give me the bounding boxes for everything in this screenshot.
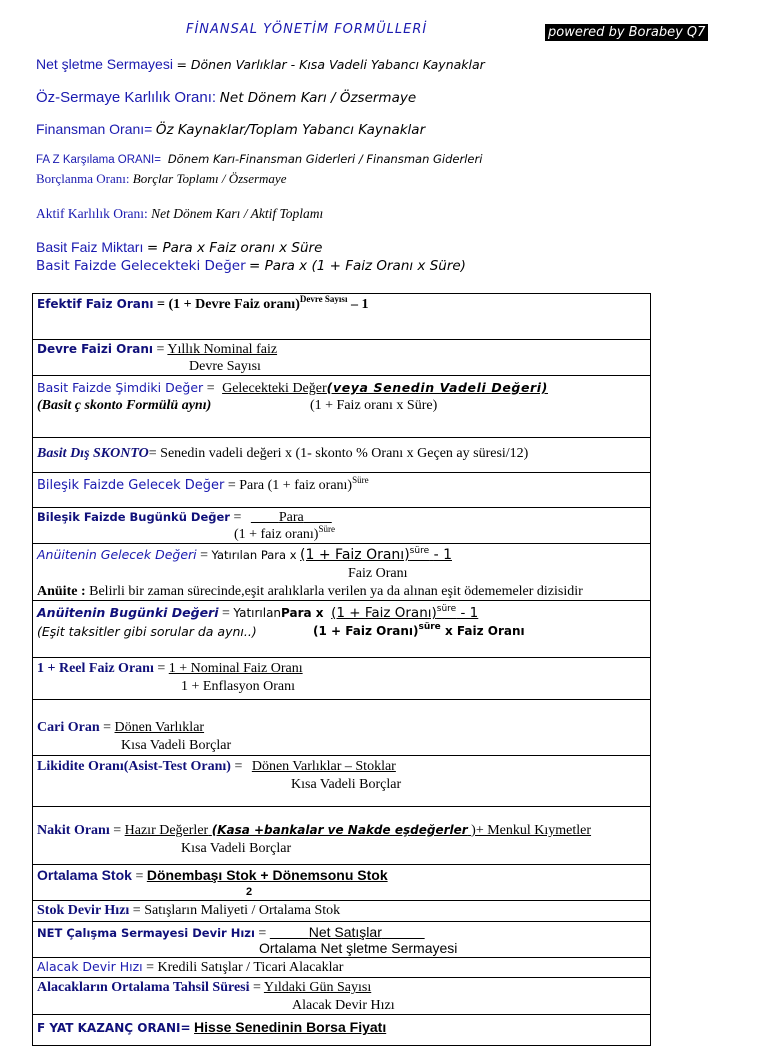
- reel-eq: =: [157, 661, 166, 676]
- devre-numerator: Yıllık Nominal faiz: [167, 342, 278, 357]
- aktif-karlilik-label: Aktif Karlılık Oranı:: [36, 206, 148, 221]
- anuite-gelecek-label: Anüitenin Gelecek Değeri: [37, 547, 197, 562]
- tahsil-eq: =: [253, 980, 261, 995]
- efektif-label: Efektif Faiz Oranı: [37, 297, 154, 311]
- basit-simdiki-label: Basit Faizde Şimdiki Değer: [37, 380, 204, 395]
- anuite-bugunku-note: (Eşit taksitler gibi sorular da aynı..): [37, 624, 257, 639]
- likidite-eq: =: [234, 759, 243, 774]
- table-row: [33, 658, 651, 700]
- anuite-def-label: Anüite :: [37, 584, 86, 599]
- tahsil-label: Alacakların Ortalama Tahsil Süresi: [37, 980, 250, 995]
- basit-gelecek-line: [36, 258, 466, 274]
- table-row: [33, 438, 651, 473]
- aktif-karlilik-formula: Net Dönem Karı / Aktif Toplamı: [151, 206, 324, 221]
- anuite-bugunku-den-sup: süre: [418, 622, 441, 632]
- net-calisma-label: NET Çalışma Sermayesi Devir Hızı: [37, 926, 255, 940]
- devre-eq: =: [156, 342, 165, 357]
- net-isletme-formula: = Dönen Varlıklar - Kısa Vadeli Yabancı Kaynaklar: [176, 57, 485, 72]
- basit-faiz-label: Basit Faiz Miktarı: [36, 239, 144, 255]
- table-row: [33, 473, 651, 508]
- nakit-eq: =: [113, 823, 122, 838]
- page-title: FİNANSAL YÖNETİM FORMÜLLERİ: [186, 22, 428, 37]
- cari-eq: =: [103, 720, 112, 735]
- bilesik-gelecek-formula: = Para (1 + faiz oranı): [227, 478, 353, 493]
- finansman-line: [36, 121, 425, 139]
- table-row: [33, 508, 651, 544]
- faiz-karsilama-label: FA Z Karşılama ORANI=: [36, 154, 161, 166]
- ortalama-stok-numerator: Dönembaşı Stok + Dönemsonu Stok: [146, 867, 388, 883]
- table-row: [33, 756, 651, 807]
- table-row: [33, 294, 651, 340]
- ortalama-stok-eq: =: [135, 869, 144, 884]
- nakit-label: Nakit Oranı: [37, 823, 110, 838]
- powered-by-badge: powered by Borabey Q7: [545, 24, 708, 41]
- reel-denominator: 1 + Enflasyon Oranı: [181, 679, 296, 694]
- basit-simdiki-eq: =: [206, 381, 215, 396]
- bilesik-gelecek-label: Bileşik Faizde Gelecek Değer: [37, 478, 225, 493]
- oz-sermaye-line: [36, 89, 416, 107]
- faiz-karsilama-formula: Dönem Karı-Finansman Giderleri / Finansman Giderleri: [167, 152, 483, 166]
- anuite-bugunku-label: Anüitenin Bugünki Değeri: [37, 605, 219, 620]
- anuite-bugunku-num-tail: - 1: [460, 605, 479, 621]
- table-row: [33, 865, 651, 901]
- cari-denominator: Kısa Vadeli Borçlar: [121, 738, 232, 753]
- borclanma-label: Borçlanma Oranı:: [36, 171, 130, 186]
- nakit-denominator: Kısa Vadeli Borçlar: [181, 841, 292, 856]
- table-row: [33, 978, 651, 1015]
- stok-devir-label: Stok Devir Hızı: [37, 903, 130, 918]
- basit-gelecek-label: Basit Faizde Gelecekteki Değer: [36, 258, 246, 274]
- efektif-formula: = (1 + Devre Faiz oranı): [157, 297, 300, 312]
- table-row: [33, 376, 651, 438]
- anuite-bugunku-eq: =: [222, 606, 230, 621]
- anuite-bugunku-numerator: (1 + Faiz Oranı): [331, 605, 437, 621]
- net-isletme-label: Net şletme Sermayesi: [36, 56, 173, 72]
- fiyat-kazanc-numerator: Hisse Senedinin Borsa Fiyatı: [194, 1019, 387, 1035]
- devre-label: Devre Faizi Oranı: [37, 342, 154, 356]
- anuite-bugunku-denominator: (1 + Faiz Oranı): [313, 624, 419, 638]
- anuite-gelecek-sup: süre: [409, 546, 430, 556]
- iskonto-formula: = Senedin vadeli değeri x (1- skonto % Oranı x Geçen ay süresi/12): [148, 446, 529, 461]
- borclanma-line: [36, 171, 286, 187]
- net-calisma-eq: =: [258, 926, 267, 941]
- finansman-formula: Öz Kaynaklar/Toplam Yabancı Kaynaklar: [155, 122, 426, 138]
- anuite-gelecek-denominator: Faiz Oranı: [348, 566, 408, 581]
- alacak-devir-label: Alacak Devir Hızı: [37, 959, 143, 974]
- anuite-gelecek-eq: =: [200, 548, 209, 563]
- reel-label: 1 + Reel Faiz Oranı: [37, 661, 154, 676]
- anuite-bugunku-sup: süre: [436, 604, 457, 614]
- oz-sermaye-formula: Net Dönem Karı / Özsermaye: [219, 90, 417, 106]
- nakit-numerator: Hazır Değerler: [124, 823, 209, 838]
- basit-simdiki-denominator: (1 + Faiz oranı x Süre): [310, 398, 438, 413]
- bilesik-bugunku-label: Bileşik Faizde Bugünkü Değer: [37, 510, 230, 524]
- table-row: [33, 340, 651, 376]
- cari-label: Cari Oran: [37, 720, 100, 735]
- fiyat-kazanc-label: F YAT KAZANÇ ORANI=: [37, 1021, 191, 1035]
- aktif-karlilik-line: [36, 206, 323, 222]
- table-row: [33, 1015, 651, 1046]
- efektif-sup: Devre Sayısı: [299, 294, 348, 304]
- devre-denominator: Devre Sayısı: [189, 359, 261, 374]
- table-row: [33, 700, 651, 756]
- nakit-numerator-paren: (Kasa +bankalar ve Nakde eşdeğerler: [211, 823, 468, 837]
- table-row: [33, 922, 651, 958]
- net-calisma-denominator: Ortalama Net şletme Sermayesi: [259, 940, 458, 956]
- ortalama-stok-label: Ortalama Stok: [37, 867, 132, 883]
- anuite-bugunku-den-tail: x Faiz Oranı: [444, 624, 525, 638]
- tahsil-denominator: Alacak Devir Hızı: [292, 998, 395, 1013]
- bilesik-bugunku-numerator: Para: [278, 510, 304, 525]
- bilesik-bugunku-sup: Süre: [318, 524, 335, 534]
- iskonto-label: Basit Dış SKONTO: [37, 446, 149, 461]
- net-calisma-numerator: Net Satışlar: [308, 924, 382, 940]
- cari-numerator: Dönen Varlıklar: [114, 720, 205, 735]
- table-row: [33, 544, 651, 601]
- basit-faiz-formula: = Para x Faiz oranı x Süre: [146, 240, 323, 256]
- net-isletme-line: [36, 56, 485, 74]
- likidite-denominator: Kısa Vadeli Borçlar: [291, 777, 402, 792]
- anuite-gelecek-numerator: (1 + Faiz Oranı): [300, 547, 410, 563]
- tahsil-numerator: Yıldaki Gün Sayısı: [263, 980, 372, 995]
- basit-simdiki-numerator: Gelecekteki Değer: [222, 381, 327, 396]
- alacak-devir-formula: = Kredili Satışlar / Ticari Alacaklar: [146, 960, 344, 975]
- reel-numerator: 1 + Nominal Faiz Oranı: [168, 661, 303, 676]
- anuite-gelecek-num-tail: - 1: [433, 547, 452, 563]
- likidite-numerator: Dönen Varlıklar – Stoklar: [251, 759, 396, 774]
- faiz-karsilama-line: [36, 152, 482, 166]
- likidite-label: Likidite Oranı(Asist-Test Oranı): [37, 759, 231, 774]
- basit-simdiki-note: (Basit ç skonto Formülü aynı): [37, 398, 212, 413]
- table-row: [33, 901, 651, 922]
- basit-simdiki-numerator-paren: (veya Senedin Vadeli Değeri): [326, 380, 548, 395]
- nakit-numerator-tail: )+ Menkul Kıymetler: [471, 823, 592, 838]
- table-row: [33, 601, 651, 658]
- anuite-bugunku-pre1: Yatırılan: [233, 606, 282, 620]
- basit-gelecek-formula: = Para x (1 + Faiz Oranı x Süre): [249, 258, 466, 274]
- bilesik-gelecek-sup: Süre: [352, 475, 369, 485]
- bilesik-bugunku-eq: =: [233, 510, 242, 525]
- basit-faiz-line: [36, 239, 322, 257]
- efektif-tail: – 1: [350, 297, 369, 312]
- anuite-bugunku-pre2: Para x: [281, 606, 324, 620]
- stok-devir-formula: = Satışların Maliyeti / Ortalama Stok: [132, 903, 341, 918]
- table-row: [33, 958, 651, 978]
- anuite-def-text: Belirli bir zaman sürecinde,eşit aralıklarla verilen ya da alınan eşit ödememeler dizisidir: [89, 584, 583, 599]
- borclanma-formula: Borçlar Toplamı / Özsermaye: [132, 171, 287, 186]
- anuite-gelecek-pre: Yatırılan Para x: [211, 548, 297, 562]
- oz-sermaye-label: Öz-Sermaye Karlılık Oranı:: [36, 89, 217, 106]
- ortalama-stok-denominator: 2: [246, 886, 253, 898]
- bilesik-bugunku-denominator: (1 + faiz oranı): [234, 527, 319, 542]
- formula-table: [32, 293, 651, 1046]
- table-row: [33, 807, 651, 865]
- finansman-label: Finansman Oranı=: [36, 121, 153, 137]
